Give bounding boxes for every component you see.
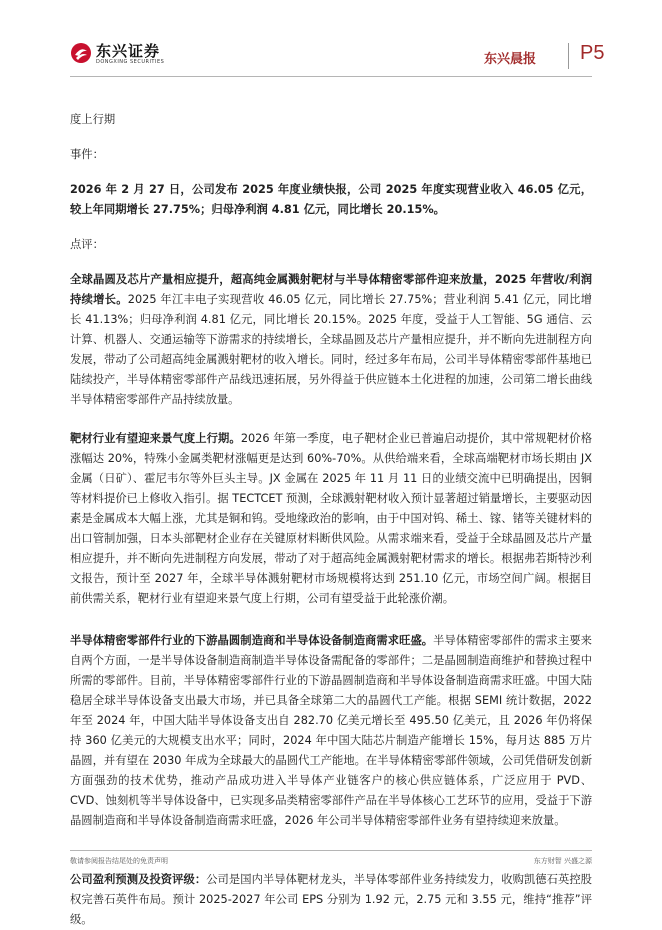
footer-slogan: 东方财智 兴盛之源 bbox=[533, 857, 592, 865]
footer-rule bbox=[70, 850, 592, 851]
footer-disclaimer: 敬请参阅报告结尾处的免责声明 bbox=[70, 857, 168, 865]
paragraph-text: 2026 年第一季度，电子靶材企业已普遍启动提价，其中常规靶材价格涨幅达 20%，特殊小金属类靶材涨幅更是达到 60%-70%。从供给端来看，全球高端靶材市场长期由 JX 金属（日矿）、霍尼韦尔等外巨头主导。JX 金属在 2025 年 11 月 11 日的业绩交流中已明确提出，因铜等材料提价已上修收入指引。据 TECTCET 预测，全球溅射靶材收入预计显著超过销量增长，主要驱动因素是金属成本大幅上涨，尤其是铜和钨。受地缘政治的影响，由于中国对钨、稀土、镓、锗等关键材料的出口管制加强，日本头部靶材企业存在关键原材料断供风险。从需求端来看，受益于全球晶圆及芯片产量相应提升，并不断向先进制程方向发展，带动了对于超高纯金属溅射靶材需求的增长。根据弗若斯特沙利文报告，预计至 2027 年，全球半导体溅射靶材市场规模将达到 251.10 亿元，市场空间广阔。根据目前供需关系，靶材行业有望迎来景气度上行期，公司有望受益于此轮涨价潮。 bbox=[70, 432, 592, 605]
event-text: 2026 年 2 月 27 日，公司发布 2025 年度业绩快报，公司 2025 年度实现营业收入 46.05 亿元，较上年同期增长 27.75%；归母净利润 4.81 亿元，同比增长 20.15%。 bbox=[70, 183, 592, 216]
paragraph-revenue-growth bbox=[70, 270, 592, 410]
report-name: 东兴晨报 bbox=[484, 52, 537, 67]
page-footer bbox=[0, 840, 662, 880]
page-header bbox=[0, 0, 662, 80]
header-divider bbox=[568, 43, 569, 69]
comment-label: 点评： bbox=[70, 238, 104, 251]
paragraph-text: 2025 年江丰电子实现营收 46.05 亿元，同比增长 27.75%；营业利润 5.41 亿元，同比增长 41.13%；归母净利润 4.81 亿元，同比增长 20.15%。2025 年度，受益于人工智能、5G 通信、云计算、机器人、交通运输等下游需求的持续增长，全球晶圆及芯片产量相应提升，并不断向先进制程方向发展，带动了公司超高纯金属溅射靶材的收入增长。同时，经过多年布局，公司半导体精密零部件基地已陆续投产，半导体精密零部件产品线迅速拓展，另外得益于供应链本土化进程的加速，公司第二增长曲线半导体精密零部件产品持续放量。 bbox=[70, 293, 592, 406]
paragraph-target-industry bbox=[70, 429, 592, 609]
logo-text-cn: 东兴证券 bbox=[96, 42, 161, 60]
page-number: P5 bbox=[580, 42, 605, 64]
paragraph-heading: 靶材行业有望迎来景气度上行期。 bbox=[70, 432, 241, 445]
paragraph-heading: 全球晶圆及芯片产量相应提升，超高纯金属溅射靶材与半导体精密零部件迎来放量，2025 年营收/利润持续增长。 bbox=[70, 273, 592, 306]
company-logo bbox=[70, 40, 180, 70]
paragraph-continuation: 度上行期 bbox=[70, 113, 116, 126]
logo-mark-icon bbox=[70, 42, 92, 64]
paragraph-heading: 半导体精密零部件行业的下游晶圆制造商和半导体设备制造商需求旺盛。 bbox=[70, 634, 434, 647]
paragraph-text: 公司是国内半导体靶材龙头，半导体零部件业务持续发力，收购凯德石英控股权完善石英件布局。预计 2025-2027 年公司 EPS 分别为 1.92 元，2.75 元和 3.55 元，维持“推荐”评级。 bbox=[70, 873, 592, 926]
event-label: 事件： bbox=[70, 148, 104, 161]
paragraph-heading: 公司盈利预测及投资评级： bbox=[70, 873, 207, 886]
report-body bbox=[70, 110, 592, 930]
logo-text-en: DONGXING SECURITIES bbox=[96, 59, 165, 65]
header-rule bbox=[70, 76, 592, 77]
paragraph-precision-parts bbox=[70, 631, 592, 831]
paragraph-text: 半导体精密零部件的需求主要来自两个方面，一是半导体设备制造商制造半导体设备需配备的零部件；二是晶圆制造商维护和替换过程中所需的零部件。目前，半导体精密零部件行业的下游晶圆制造商和半导体设备制造商需求旺盛。中国大陆稳居全球半导体设备支出最大市场，并已具备全球第二大的晶圆代工产能。根据 SEMI 统计数据，2022 年至 2024 年，中国大陆半导体设备支出自 282.70 亿美元增长至 495.50 亿美元，且 2026 年仍将保持 360 亿美元的大规模支出水平；同时，2024 年中国大陆芯片制造产能增长 15%，每月达 885 万片晶圆，并有望在 2030 年成为全球最大的晶圆代工产能地。在半导体精密零部件领域，公司凭借研发创新方面强劲的技术优势，推动产品成功进入半导体产业链客户的核心供应链体系，广泛应用于 PVD、CVD、蚀刻机等半导体设备中，已实现多品类精密零部件产品在半导体核心工艺环节的应用，受益于下游晶圆制造商和半导体设备制造商需求旺盛，2026 年公司半导体精密零部件业务有望持续迎来放量。 bbox=[70, 634, 592, 827]
